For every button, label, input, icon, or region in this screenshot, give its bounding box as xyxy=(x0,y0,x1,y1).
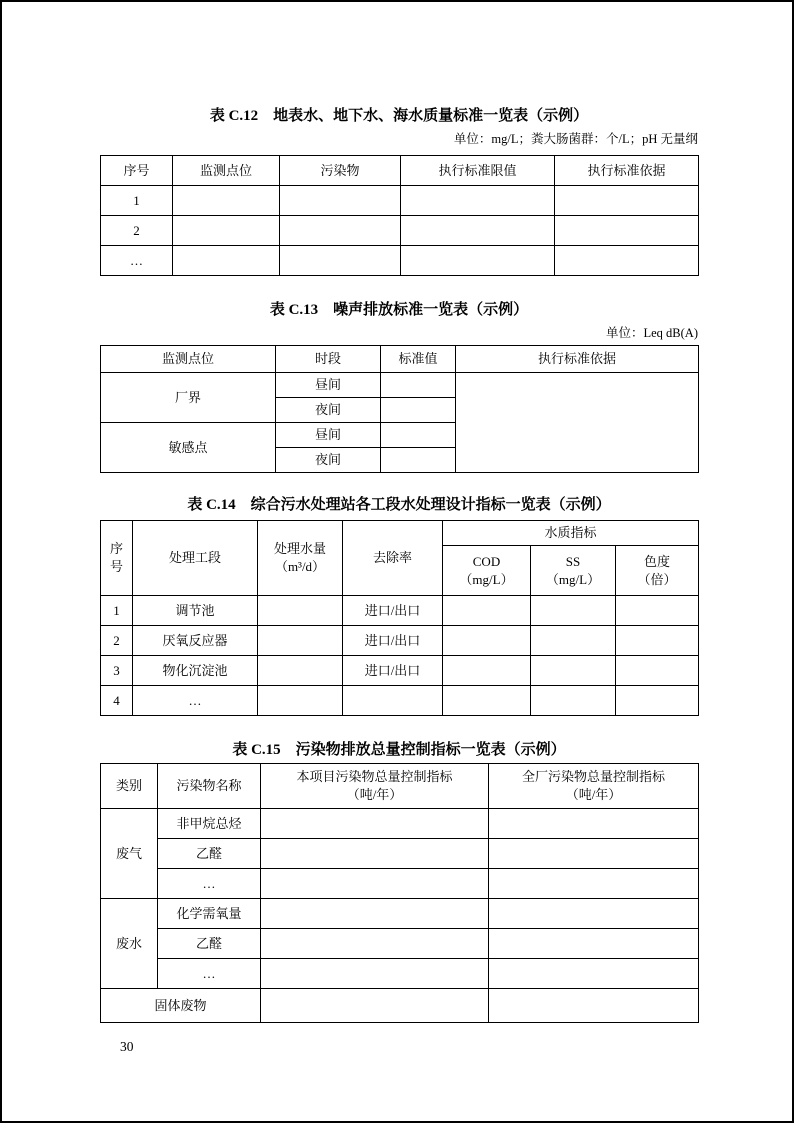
table-row xyxy=(101,373,699,398)
table-row xyxy=(101,216,699,246)
empty-cell xyxy=(555,216,699,246)
empty-cell xyxy=(258,596,343,626)
empty-cell xyxy=(261,899,489,929)
category-cell: 废水 xyxy=(101,899,158,989)
header-label: （吨/年） xyxy=(565,787,622,802)
table-row xyxy=(101,899,699,929)
empty-cell xyxy=(531,656,616,686)
table-c13 xyxy=(100,345,699,473)
empty-cell xyxy=(531,686,616,716)
header-cell: 去除率 xyxy=(343,521,443,596)
empty-cell xyxy=(616,596,699,626)
table-row xyxy=(101,656,699,686)
row-number-cell: … xyxy=(101,246,173,276)
empty-cell xyxy=(489,809,699,839)
empty-cell xyxy=(261,959,489,989)
empty-cell xyxy=(261,929,489,959)
empty-cell xyxy=(381,373,456,398)
empty-cell xyxy=(381,423,456,448)
table-c13-unit-note: 单位：Leq dB(A) xyxy=(606,326,698,340)
table-row xyxy=(101,959,699,989)
table-c12 xyxy=(100,155,699,276)
empty-cell xyxy=(173,186,280,216)
empty-cell xyxy=(489,839,699,869)
empty-cell xyxy=(401,216,555,246)
header-label: 色度 xyxy=(644,553,671,569)
header-cell: 水质指标 xyxy=(443,521,699,546)
stage-cell: 物化沉淀池 xyxy=(133,656,258,686)
header-cell xyxy=(531,546,616,596)
header-label: 本项目污染物总量控制指标 xyxy=(296,769,453,785)
table-row xyxy=(101,686,699,716)
empty-cell xyxy=(443,686,531,716)
category-cell: 固体废物 xyxy=(101,989,261,1023)
empty-cell xyxy=(456,373,699,473)
header-label: SS xyxy=(565,553,581,569)
period-cell: 夜间 xyxy=(276,398,381,423)
row-number-cell: 2 xyxy=(101,216,173,246)
table-row xyxy=(101,596,699,626)
period-cell: 昼间 xyxy=(276,373,381,398)
table-row xyxy=(101,246,699,276)
pollutant-cell: 化学需氧量 xyxy=(158,899,261,929)
header-label: （吨/年） xyxy=(346,787,403,802)
empty-cell xyxy=(258,626,343,656)
header-label: （m³/d） xyxy=(274,559,326,574)
location-cell: 厂界 xyxy=(101,373,276,423)
location-cell: 敏感点 xyxy=(101,423,276,473)
row-number-cell: 4 xyxy=(101,686,133,716)
table-c13-caption: 表 C.13 噪声排放标准一览表（示例） xyxy=(269,302,529,318)
empty-cell xyxy=(555,246,699,276)
table-c15-caption: 表 C.15 污染物排放总量控制指标一览表（示例） xyxy=(232,742,566,758)
header-cell xyxy=(101,521,133,596)
rate-cell: 进口/出口 xyxy=(343,596,443,626)
category-cell: 废气 xyxy=(101,809,158,899)
empty-cell xyxy=(489,929,699,959)
empty-cell xyxy=(258,656,343,686)
empty-cell xyxy=(261,839,489,869)
pollutant-cell: 非甲烷总烃 xyxy=(158,809,261,839)
empty-cell xyxy=(280,186,401,216)
table-row xyxy=(101,764,699,809)
header-label: （mg/L） xyxy=(545,571,601,587)
table-row xyxy=(101,989,699,1023)
table-row xyxy=(101,809,699,839)
header-cell: 污染物名称 xyxy=(158,764,261,809)
table-row xyxy=(101,346,699,373)
header-cell xyxy=(258,521,343,596)
header-label: 全厂污染物总量控制指标 xyxy=(521,769,665,785)
table-row xyxy=(101,869,699,899)
empty-cell xyxy=(489,869,699,899)
rate-cell: 进口/出口 xyxy=(343,656,443,686)
empty-cell xyxy=(616,656,699,686)
table-row xyxy=(101,929,699,959)
table-row xyxy=(101,839,699,869)
empty-cell xyxy=(173,216,280,246)
row-number-cell: 3 xyxy=(101,656,133,686)
period-cell: 昼间 xyxy=(276,423,381,448)
header-label: （倍） xyxy=(637,571,677,587)
pollutant-cell: … xyxy=(158,959,261,989)
stage-cell: … xyxy=(133,686,258,716)
header-label: 处理水量 xyxy=(273,541,326,557)
page-content xyxy=(100,106,698,1023)
header-cell xyxy=(261,764,489,809)
table-row xyxy=(101,156,699,186)
empty-cell xyxy=(489,989,699,1023)
empty-cell xyxy=(381,398,456,423)
header-cell: 污染物 xyxy=(280,156,401,186)
empty-cell xyxy=(616,626,699,656)
table-c12-caption: 表 C.12 地表水、地下水、海水质量标准一览表（示例） xyxy=(209,108,589,124)
header-cell: 序号 xyxy=(101,156,173,186)
empty-cell xyxy=(261,989,489,1023)
empty-cell xyxy=(173,246,280,276)
header-cell: 监测点位 xyxy=(173,156,280,186)
empty-cell xyxy=(280,246,401,276)
empty-cell xyxy=(381,448,456,473)
header-cell: 执行标准限值 xyxy=(401,156,555,186)
pollutant-cell: 乙醛 xyxy=(158,839,261,869)
empty-cell xyxy=(258,686,343,716)
empty-cell xyxy=(443,656,531,686)
period-cell: 夜间 xyxy=(276,448,381,473)
header-label: 序号 xyxy=(109,541,123,574)
stage-cell: 厌氧反应器 xyxy=(133,626,258,656)
table-c14-caption: 表 C.14 综合污水处理站各工段水处理设计指标一览表（示例） xyxy=(187,497,611,513)
header-label: COD xyxy=(472,553,501,569)
page-number: 30 xyxy=(120,1039,134,1054)
row-number-cell: 2 xyxy=(101,626,133,656)
header-cell: 标准值 xyxy=(381,346,456,373)
empty-cell xyxy=(280,216,401,246)
empty-cell xyxy=(531,626,616,656)
empty-cell xyxy=(443,596,531,626)
table-c15 xyxy=(100,763,699,1023)
header-cell: 执行标准依据 xyxy=(456,346,699,373)
empty-cell xyxy=(261,809,489,839)
header-cell: 处理工段 xyxy=(133,521,258,596)
stage-cell: 调节池 xyxy=(133,596,258,626)
empty-cell xyxy=(261,869,489,899)
empty-cell xyxy=(531,596,616,626)
empty-cell xyxy=(489,959,699,989)
empty-cell xyxy=(616,686,699,716)
row-number-cell: 1 xyxy=(101,596,133,626)
empty-cell xyxy=(401,186,555,216)
row-number-cell: 1 xyxy=(101,186,173,216)
table-c14 xyxy=(100,520,699,716)
table-row xyxy=(101,626,699,656)
header-cell: 时段 xyxy=(276,346,381,373)
header-label: （mg/L） xyxy=(459,571,514,587)
header-cell: 类别 xyxy=(101,764,158,809)
empty-cell xyxy=(489,899,699,929)
header-cell: 监测点位 xyxy=(101,346,276,373)
table-row xyxy=(101,521,699,546)
header-cell: 执行标准依据 xyxy=(555,156,699,186)
empty-cell xyxy=(401,246,555,276)
header-cell xyxy=(443,546,531,596)
pollutant-cell: 乙醛 xyxy=(158,929,261,959)
table-c12-unit-note: 单位：mg/L；粪大肠菌群：个/L；pH 无量纲 xyxy=(453,132,698,146)
rate-cell xyxy=(343,686,443,716)
empty-cell xyxy=(555,186,699,216)
header-cell xyxy=(616,546,699,596)
rate-cell: 进口/出口 xyxy=(343,626,443,656)
pollutant-cell: … xyxy=(158,869,261,899)
table-row xyxy=(101,186,699,216)
header-cell xyxy=(489,764,699,809)
empty-cell xyxy=(443,626,531,656)
